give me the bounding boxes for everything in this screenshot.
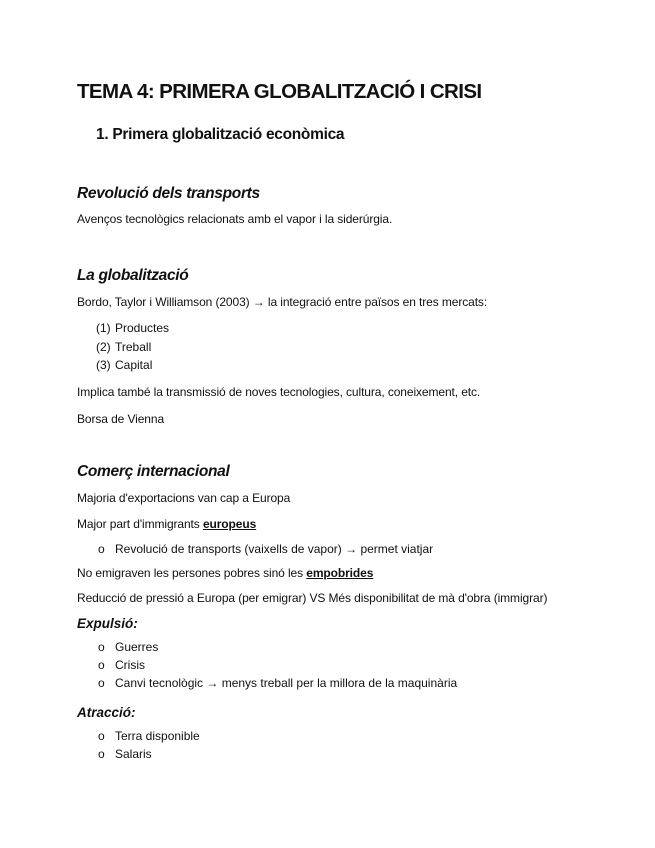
emphasis-empobrides: empobrides — [306, 566, 374, 580]
heading-comerc: Comerç internacional — [77, 463, 230, 480]
list-item — [77, 658, 637, 674]
heading-transports: Revolució dels transports — [77, 185, 260, 202]
list-item-label: Crisis — [115, 658, 145, 672]
document-title: TEMA 4: PRIMERA GLOBALITZACIÓ I CRISI — [77, 80, 482, 103]
transports-text: Avenços tecnològics relacionats amb el vapor i la siderúrgia. — [77, 212, 393, 226]
heading-expulsio: Expulsió: — [77, 616, 138, 631]
list-item-label: Salaris — [115, 747, 152, 761]
heading-atraccio: Atracció: — [77, 705, 136, 720]
list-item-label: Revolució de transports (vaixells de vapor) → permet viatjar — [115, 542, 434, 556]
list-item-label: Capital — [115, 358, 153, 372]
comerc-line4: Reducció de pressió a Europa (per emigrar) VS Més disponibilitat de mà d'obra (immigrar) — [77, 591, 548, 605]
bullet-marker: o — [98, 658, 105, 672]
list-item-label: Productes — [115, 321, 170, 335]
list-item — [77, 542, 637, 558]
list-item-label: Treball — [115, 340, 152, 354]
bullet-marker: o — [98, 729, 105, 743]
comerc-line2 — [77, 517, 256, 531]
list-item-label: Guerres — [115, 640, 159, 654]
bullet-marker: o — [98, 640, 105, 654]
list-item — [77, 358, 277, 374]
list-marker: (2) — [96, 340, 111, 354]
comerc-line1: Majoria d'exportacions van cap a Europa — [77, 491, 291, 505]
globalitzacio-text3: Borsa de Vienna — [77, 412, 165, 426]
bullet-marker: o — [98, 747, 105, 761]
bullet-marker: o — [98, 676, 105, 690]
section-title: 1. Primera globalització econòmica — [96, 126, 345, 143]
heading-globalitzacio: La globalització — [77, 267, 189, 284]
comerc-line3 — [77, 566, 373, 580]
comerc-line2-text: Major part d'immigrants — [77, 517, 203, 531]
list-item — [77, 321, 277, 337]
list-marker: (3) — [96, 358, 111, 372]
list-marker: (1) — [96, 321, 111, 335]
list-item — [77, 340, 277, 356]
globalitzacio-intro: Bordo, Taylor i Williamson (2003) → la integració entre països en tres mercats: — [77, 295, 488, 309]
list-item — [77, 640, 637, 656]
globalitzacio-text2: Implica també la transmissió de noves tecnologies, cultura, coneixement, etc. — [77, 385, 481, 399]
emphasis-europeus: europeus — [202, 517, 257, 531]
comerc-line3-text: No emigraven les persones pobres sinó les — [77, 566, 307, 580]
list-item-label: Terra disponible — [115, 729, 200, 743]
bullet-marker: o — [98, 542, 105, 556]
list-item — [77, 729, 637, 745]
list-item — [77, 676, 637, 692]
list-item-label: Canvi tecnològic → menys treball per la millora de la maquinària — [115, 676, 458, 690]
list-item — [77, 747, 637, 763]
